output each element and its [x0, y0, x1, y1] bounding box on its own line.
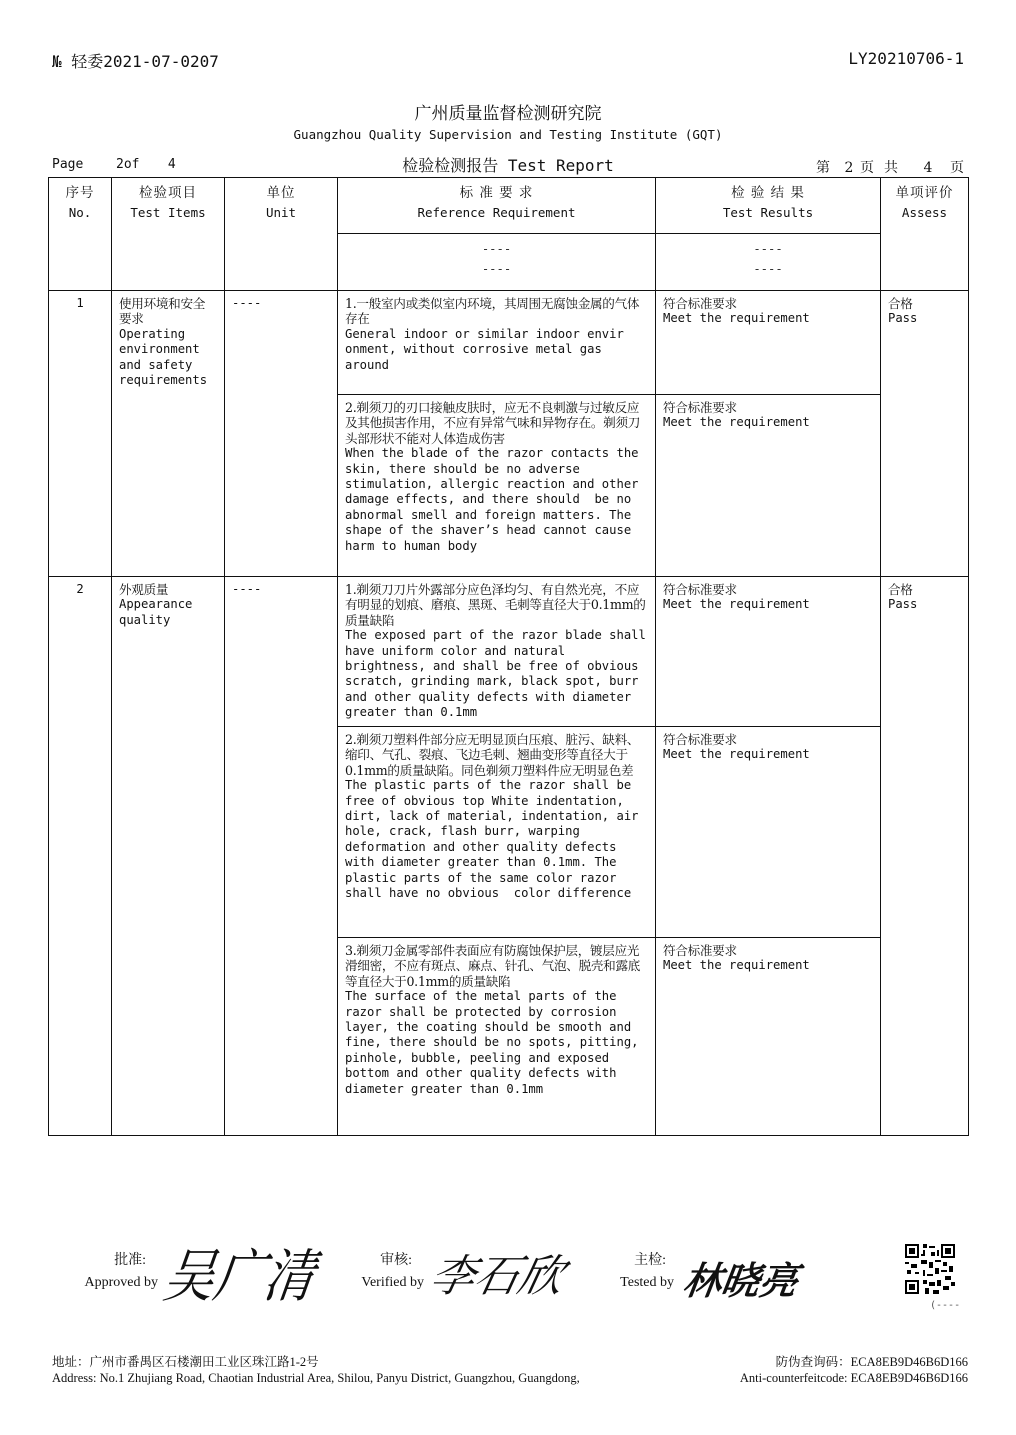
- assess-cell: 合格 Pass: [881, 291, 969, 577]
- page-label: Page: [52, 157, 84, 172]
- address-block: [52, 1354, 580, 1386]
- anti-counterfeit-en: Anti-counterfeitcode: ECA8EB9D46B6D166: [739, 1371, 968, 1385]
- address-cn: 地址：广州市番禺区石楼潮田工业区珠江路1-2号: [52, 1355, 319, 1369]
- report-table: [48, 177, 969, 1136]
- table-row: [49, 577, 969, 727]
- result-cell: 符合标准要求 Meet the requirement: [656, 395, 881, 577]
- header-unit: 单位 Unit: [225, 178, 338, 291]
- verified-by-label: 审核: Verified by: [361, 1253, 424, 1290]
- result-cell: 符合标准要求 Meet the requirement: [656, 577, 881, 727]
- requirement-cell: 3.剃须刀金属零部件表面应有防腐蚀保护层，镀层应光滑细密，不应有斑点、麻点、针孔、气泡、脱壳和露底等直径大于0.1mm的质量缺陷 The surface of the metal parts of the razor shall be protected by corrosion layer, the coating should be smooth and fine, there should be no spots, pitting, pinhole, bubble, peeling and exposed bottom and other quality defects with diameter greater than 0.1mm: [338, 938, 656, 1136]
- result-cell: 符合标准要求 Meet the requirement: [656, 291, 881, 395]
- verifier-signature: 李石欣: [425, 1251, 569, 1302]
- result-cell: 符合标准要求 Meet the requirement: [656, 938, 881, 1136]
- assess-cell: 合格 Pass: [881, 577, 969, 1136]
- row-number: 2: [49, 577, 112, 1136]
- header-assess: 单项评价 Assess: [881, 178, 969, 291]
- unit-cell: ----: [225, 291, 338, 577]
- header-test-items: 检验项目 Test Items: [112, 178, 225, 291]
- requirement-cell: 2.剃须刀的刃口接触皮肤时，应无不良刺激与过敏反应及其他损害作用，不应有异常气味和异物存在。剃须刀头部形状不能对人体造成伤害 When the blade of the razor contacts the skin, there should be no adverse stimulation, allergic reaction and other damage effects, and there should be no abnormal smell and foreign matters. The shape of the shaver’s head cannot cause harm to human body: [338, 395, 656, 577]
- table-row: [49, 291, 969, 395]
- page-of: of: [123, 157, 140, 172]
- requirement-cell: 2.剃须刀塑料件部分应无明显顶白压痕、脏污、缺料、缩印、气孔、裂痕、飞边毛刺、翘曲变形等直径大于0.1mm的质量缺陷。同色剃须刀塑料件应无明显色差 The plastic parts of the razor shall be free of obvious top White indentation, dirt, lack of material, indentation, air hole, crack, flash burr, warping deformation and other quality defects with diameter greater than 0.1mm. The plastic parts of the same color razor shall have no obvious color difference: [338, 727, 656, 938]
- tested-by-label: 主检: Tested by: [620, 1253, 674, 1290]
- row-number: 1: [49, 291, 112, 577]
- page-cn-4: 共: [884, 160, 898, 176]
- result-cell: 符合标准要求 Meet the requirement: [656, 727, 881, 938]
- subheader-results: ---- ----: [656, 234, 881, 291]
- approved-by-label: 批准: Approved by: [84, 1253, 158, 1290]
- report-number: № 轻委2021-07-0207: [52, 52, 219, 71]
- header-requirement: 标 准 要 求 Reference Requirement: [338, 178, 656, 234]
- anti-counterfeit-cn: 防伪查询码：ECA8EB9D46B6D166: [775, 1355, 968, 1369]
- report-title: 检验检测报告 Test Report: [402, 156, 614, 175]
- requirement-cell: 1.剃须刀刀片外露部分应色泽均匀、有自然光亮，不应有明显的划痕、磨痕、黑斑、毛刺等直径大于0.1mm的质量缺陷 The exposed part of the razor blade shall have uniform color and natural brightness, and shall be free of obvious scratch, grinding mark, black spot, burr and other quality defects with diameter greater than 0.1mm: [338, 577, 656, 727]
- page-cn-3: 页: [860, 160, 874, 176]
- page-indicator-cn: [816, 157, 964, 177]
- header-results: 检 验 结 果 Test Results: [656, 178, 881, 234]
- qr-code-icon: [905, 1244, 955, 1294]
- anti-counterfeit-block: [740, 1354, 968, 1386]
- page-total: 4: [167, 157, 176, 172]
- page-number: 2: [116, 157, 124, 172]
- page-cn-6: 页: [950, 160, 964, 176]
- test-item: 外观质量 Appearance quality: [112, 577, 225, 1136]
- page-cn-2: 2: [844, 160, 854, 176]
- tester-signature: 林晓亮: [680, 1258, 801, 1303]
- sample-number: LY20210706-1: [848, 49, 964, 68]
- requirement-cell: 1.一般室内或类似室内环境，其周围无腐蚀金属的气体存在 General indoor or similar indoor envir onment, without corrosive metal gas around: [338, 291, 656, 395]
- approver-signature: 吴广清: [159, 1243, 320, 1310]
- page-cn-1: 第: [816, 160, 830, 176]
- header-no: 序号 No.: [49, 178, 112, 291]
- table-header-row: [49, 178, 969, 234]
- unit-cell: ----: [225, 577, 338, 1136]
- test-item: 使用环境和安全要求 Operating environment and safety requirements: [112, 291, 225, 577]
- qr-caption: (----: [930, 1300, 961, 1311]
- page-cn-5: 4: [923, 160, 933, 176]
- subheader-requirement: ---- ----: [338, 234, 656, 291]
- institute-name-cn: 广州质量监督检测研究院: [414, 104, 602, 124]
- address-en: Address: No.1 Zhujiang Road, Chaotian Industrial Area, Shilou, Panyu District, Guangzhou, Guangdong,: [52, 1371, 580, 1385]
- institute-name-en: Guangzhou Quality Supervision and Testing Institute (GQT): [293, 127, 723, 142]
